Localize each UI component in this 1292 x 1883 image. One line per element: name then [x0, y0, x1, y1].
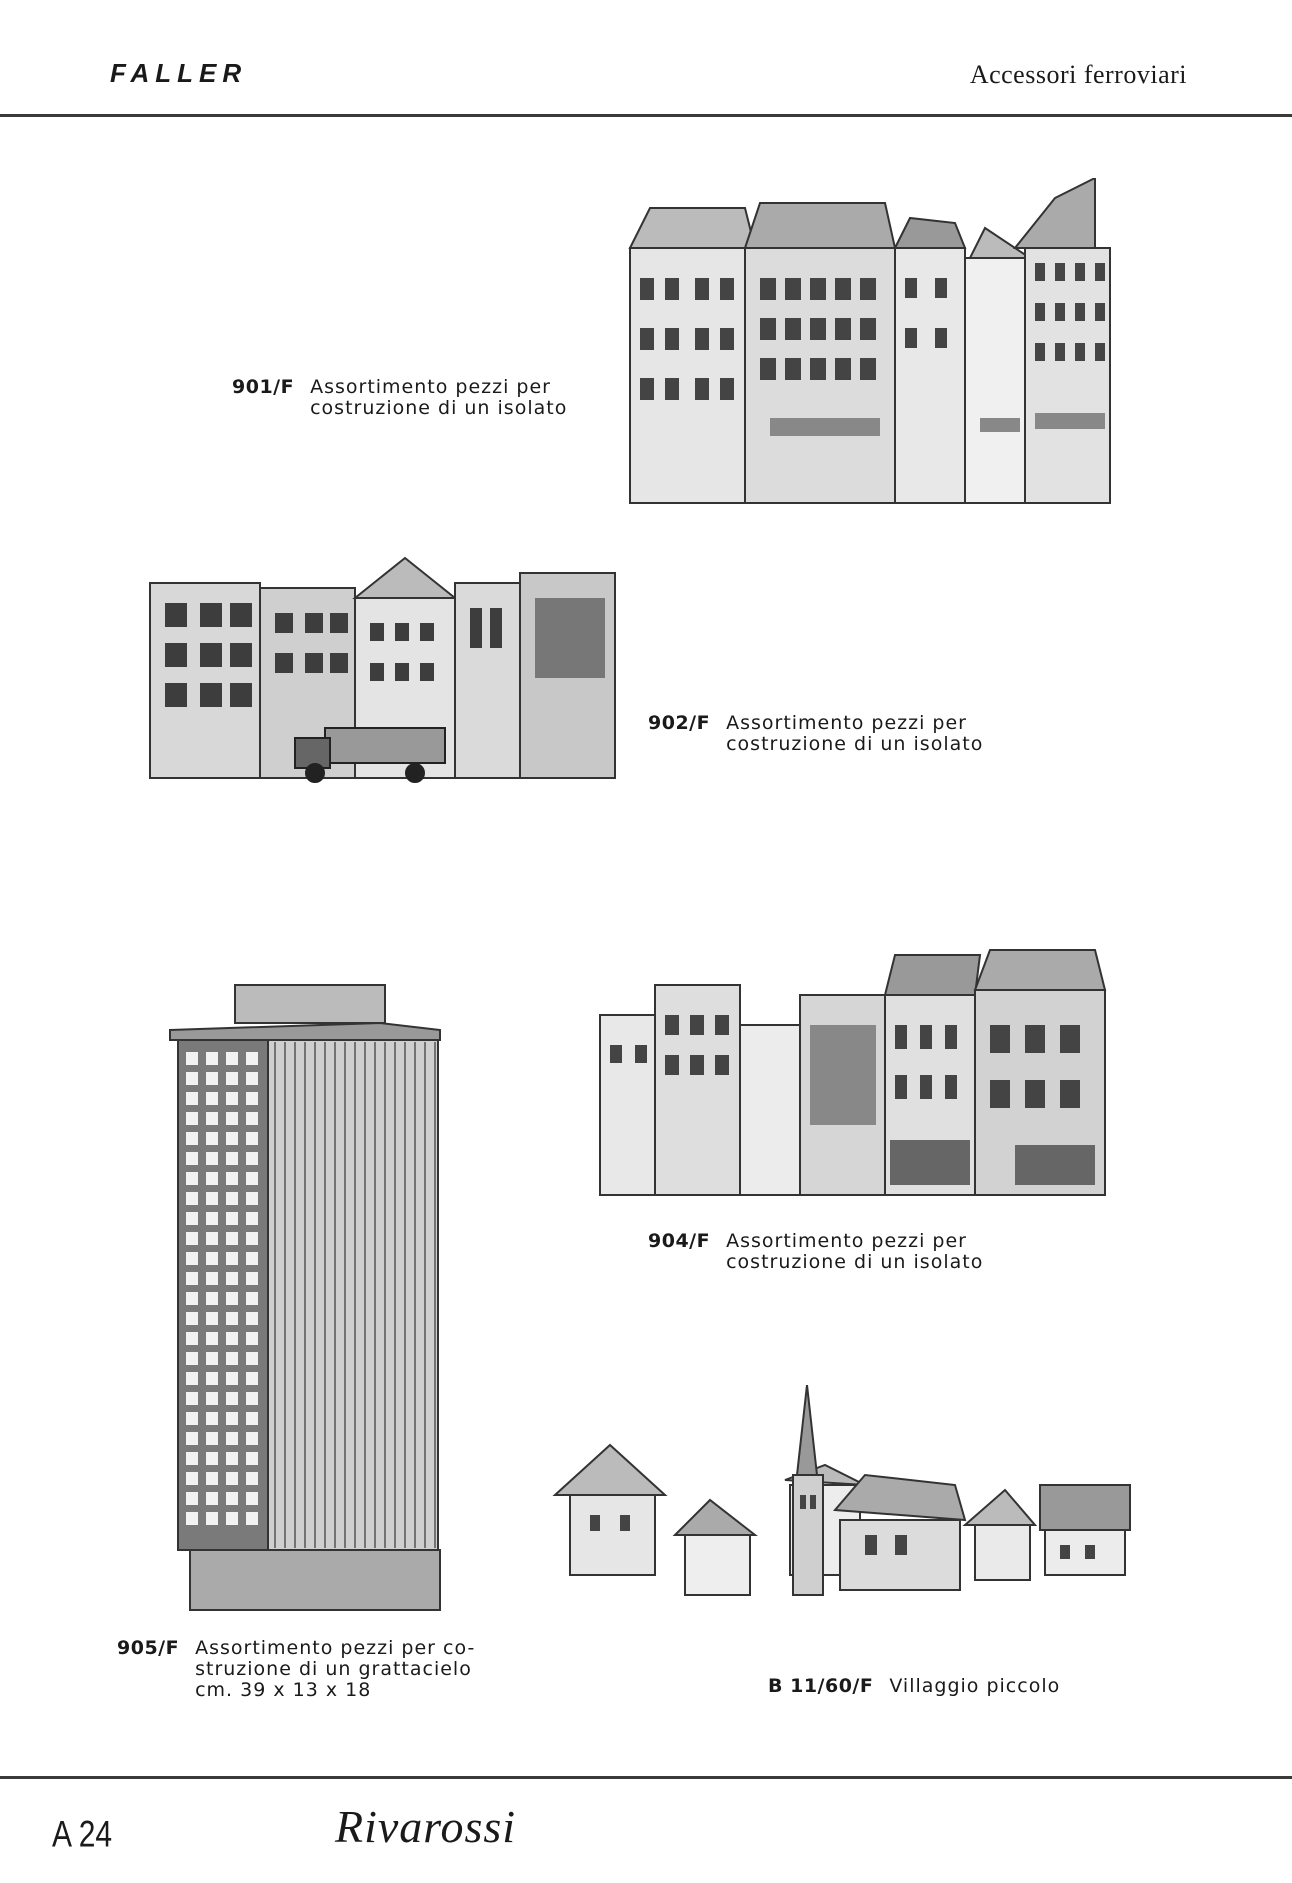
item-code: 902/F	[648, 712, 711, 734]
caption-902f	[648, 713, 983, 755]
photo-902f	[135, 538, 625, 798]
caption-b1160f	[768, 1676, 1060, 1697]
item-description: Assortimento pezzi per costruzione di un isolato	[726, 1230, 984, 1273]
brand-title: FALLER	[110, 58, 248, 88]
section-title: Accessori ferroviari	[969, 60, 1187, 89]
footer-rule	[0, 1776, 1292, 1779]
item-description: Assortimento pezzi per costruzione di un isolato	[726, 712, 984, 755]
item-code: 901/F	[232, 376, 295, 398]
photo-b1160f	[535, 1385, 1135, 1665]
item-code: 905/F	[117, 1637, 180, 1659]
item-description: Villaggio piccolo	[889, 1675, 1061, 1697]
photo-905f	[160, 980, 450, 1620]
item-code: B 11/60/F	[768, 1675, 874, 1697]
page-number: A 24	[52, 1814, 113, 1856]
rivarossi-logo: Rivarossi	[335, 1801, 517, 1852]
caption-904f	[648, 1231, 983, 1273]
item-description: Assortimento pezzi per co- struzione di un grattacielo cm. 39 x 13 x 18	[195, 1637, 476, 1701]
photo-901f	[625, 178, 1115, 508]
photo-904f	[595, 935, 1125, 1210]
header-rule	[0, 114, 1292, 117]
caption-901f	[232, 377, 567, 419]
item-description: Assortimento pezzi per costruzione di un isolato	[310, 376, 568, 419]
item-code: 904/F	[648, 1230, 711, 1252]
caption-905f	[117, 1638, 475, 1701]
